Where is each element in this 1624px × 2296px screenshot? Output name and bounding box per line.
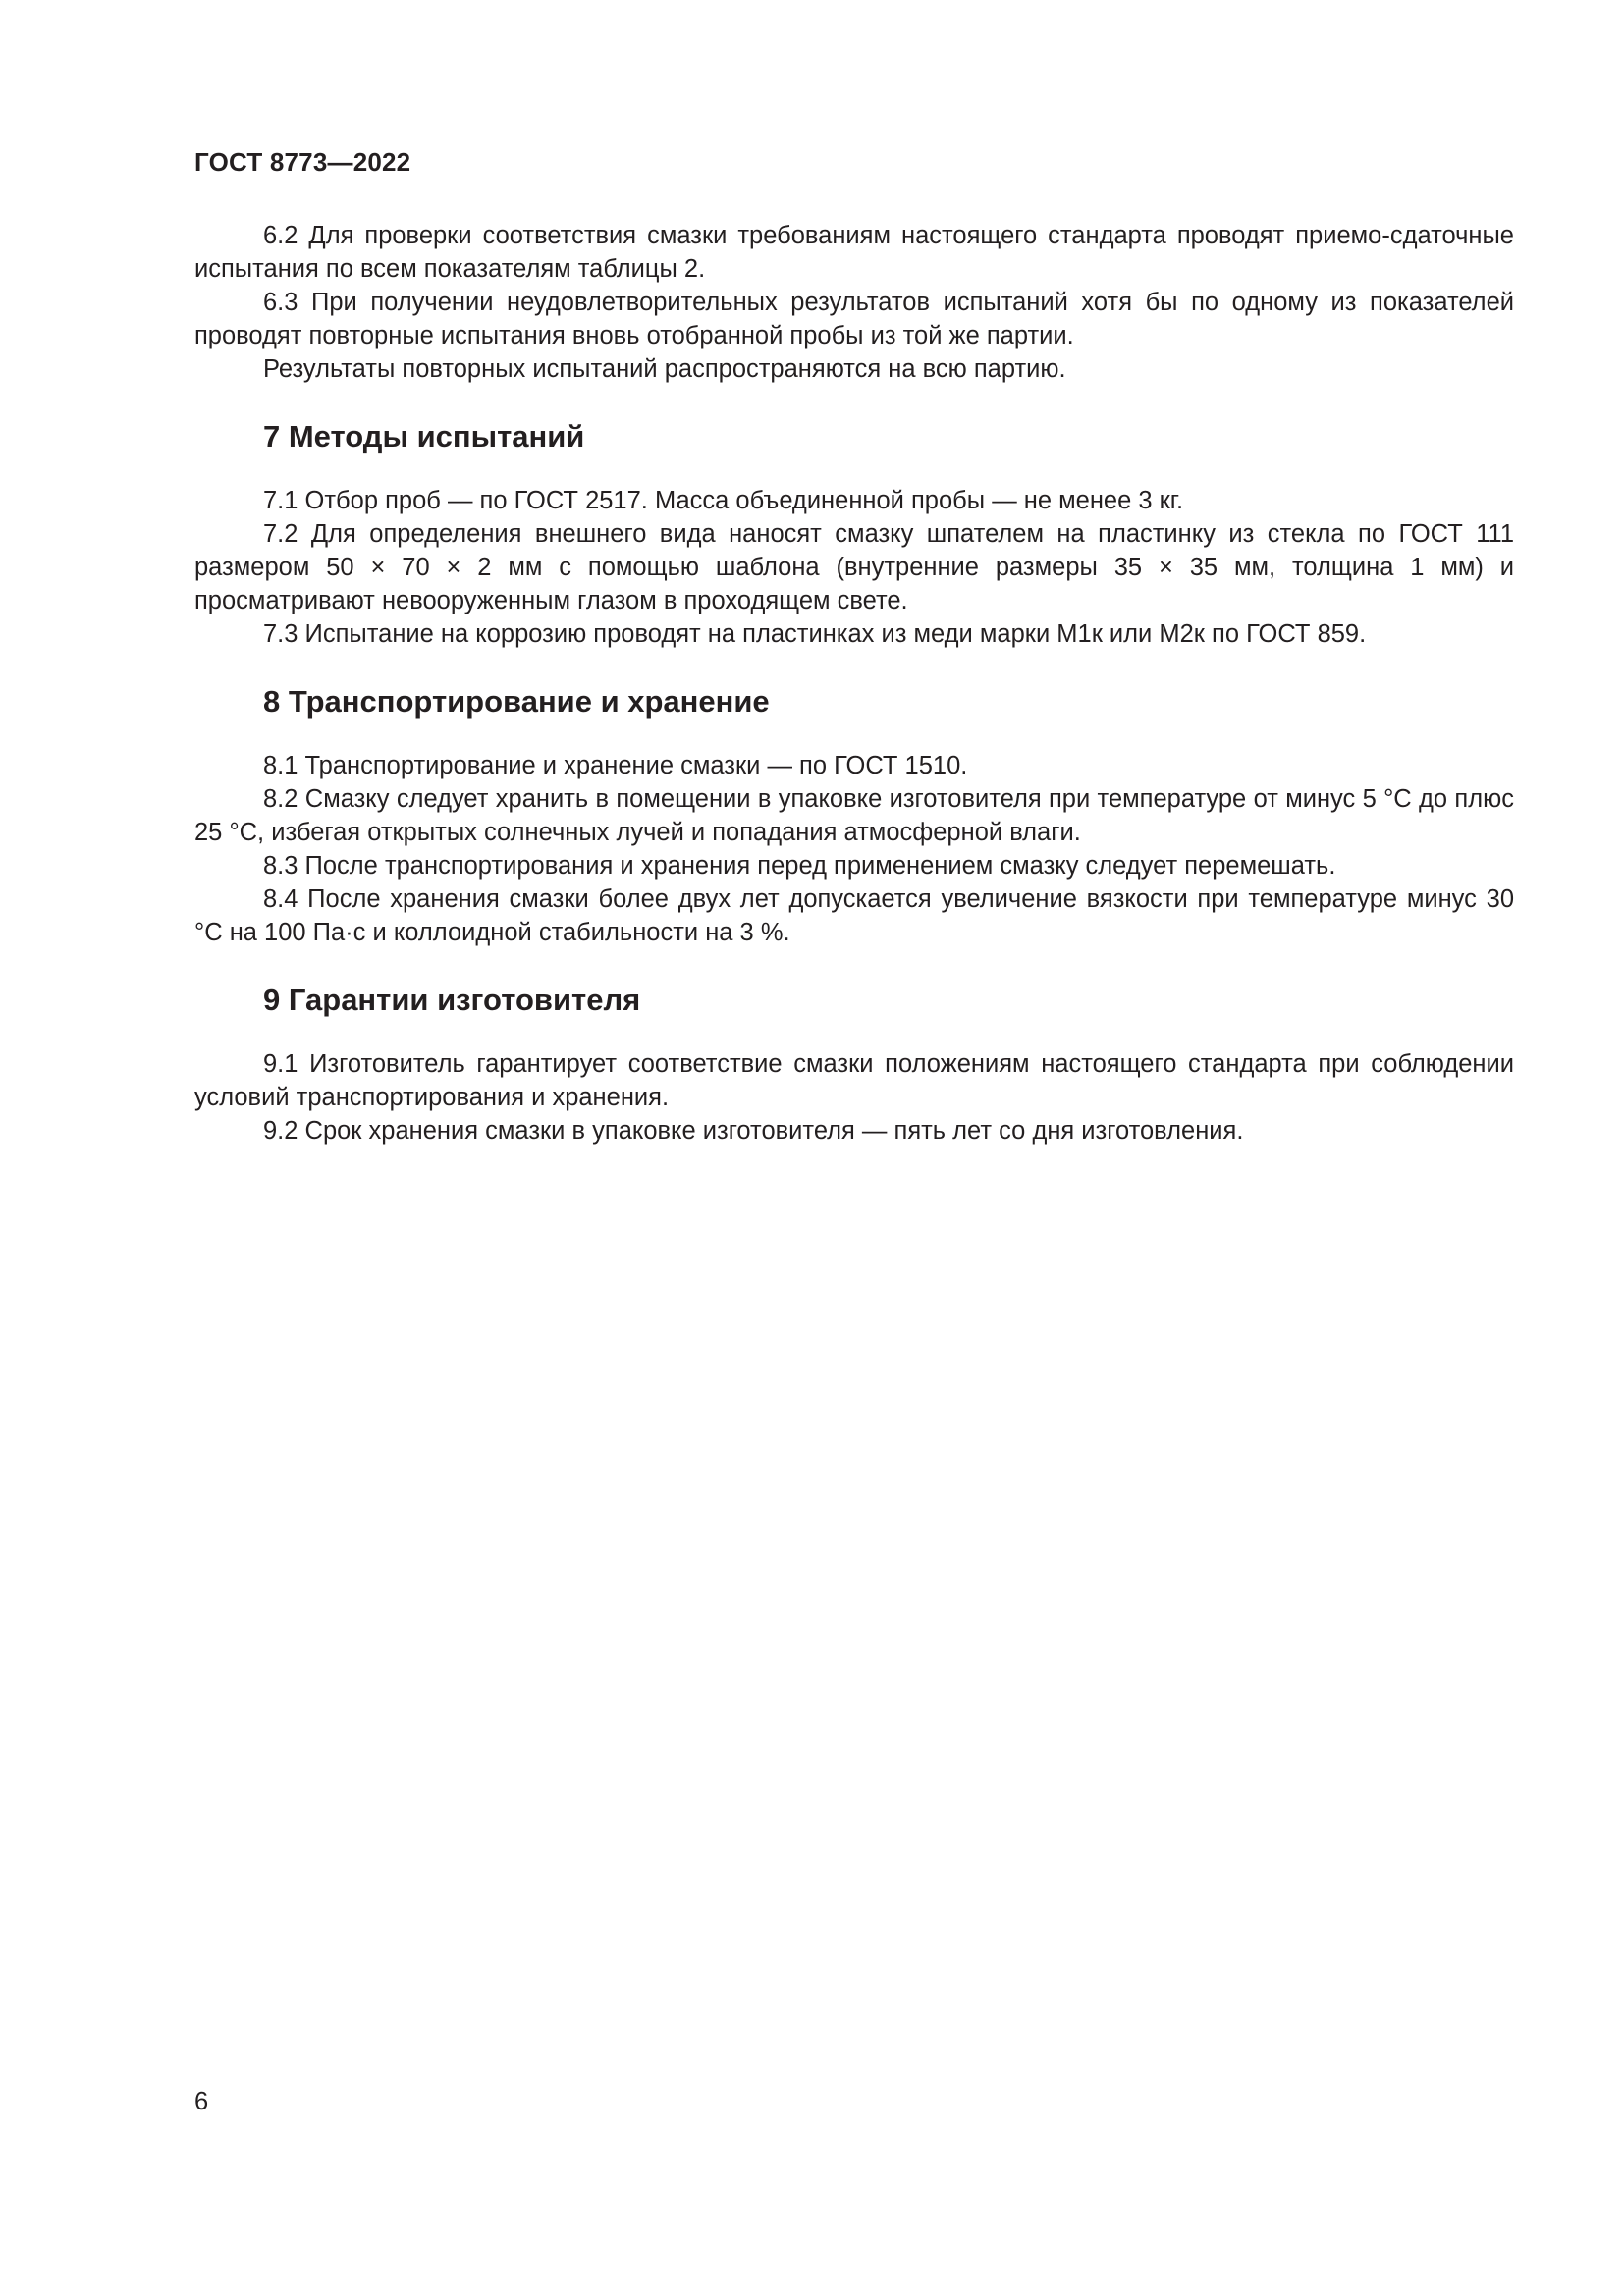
paragraph-8-4: 8.4 После хранения смазки более двух лет допускается увеличение вязкости при температуре минус 30 °С на 100 Па·с и коллоидной стабильности на 3 %. <box>194 885 1514 946</box>
paragraph-6-3: 6.3 При получении неудовлетворительных результатов испытаний хотя бы по одному из показателей проводят повторные испытания вновь отобранной пробы из той же партии. <box>194 289 1514 349</box>
section-7 <box>194 417 1514 651</box>
section-7-title: 7 Методы испытаний <box>263 419 585 454</box>
paragraph-8-1: 8.1 Транспортирование и хранение смазки — по ГОСТ 1510. <box>263 752 968 779</box>
paragraph-8-3: 8.3 После транспортирования и хранения перед применением смазку следует перемешать. <box>263 852 1336 880</box>
page-number: 6 <box>194 2088 209 2115</box>
paragraph-9-2: 9.2 Срок хранения смазки в упаковке изготовителя — пять лет со дня изготовления. <box>263 1117 1244 1145</box>
page-body <box>194 219 1514 1148</box>
document-code: ГОСТ 8773—2022 <box>194 147 411 177</box>
paragraph-7-2: 7.2 Для определения внешнего вида наносят смазку шпателем на пластинку из стекла по ГОСТ 111 размером 50 × 70 × 2 мм с помощью шаблона (внутренние размеры 35 × 35 мм, толщина 1 мм) и просматривают невооруженным глазом в проходящем свете. <box>194 520 1514 614</box>
section-6 <box>194 219 1514 386</box>
paragraph-7-1: 7.1 Отбор проб — по ГОСТ 2517. Масса объединенной пробы — не менее 3 кг. <box>263 487 1184 514</box>
paragraph-9-1: 9.1 Изготовитель гарантирует соответствие смазки положениям настоящего стандарта при соблюдении условий транспортирования и хранения. <box>194 1050 1514 1111</box>
section-8 <box>194 682 1514 949</box>
section-9-title: 9 Гарантии изготовителя <box>263 983 641 1017</box>
paragraph-6-2: 6.2 Для проверки соответствия смазки требованиям настоящего стандарта проводят приемо-сдаточные испытания по всем показателям таблицы 2. <box>194 222 1514 283</box>
section-8-title: 8 Транспортирование и хранение <box>263 684 770 719</box>
paragraph-7-3: 7.3 Испытание на коррозию проводят на пластинках из меди марки М1к или М2к по ГОСТ 859. <box>263 620 1367 648</box>
section-9 <box>194 981 1514 1148</box>
paragraph-6-3-continued: Результаты повторных испытаний распространяются на всю партию. <box>263 355 1066 383</box>
paragraph-8-2: 8.2 Смазку следует хранить в помещении в упаковке изготовителя при температуре от минус 5 °С до плюс 25 °С, избегая открытых солнечных лучей и попадания атмосферной влаги. <box>194 785 1514 846</box>
